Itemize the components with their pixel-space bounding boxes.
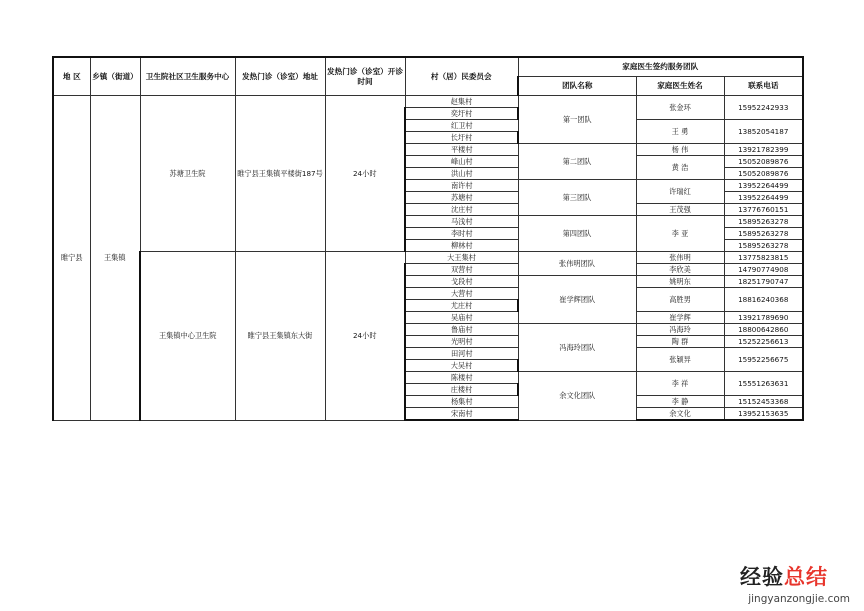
village-cell: 光明村: [405, 336, 518, 348]
header-health-center: 卫生院社区卫生服务中心: [140, 57, 235, 96]
village-cell: 杨集村: [405, 396, 518, 408]
phone-cell: 15252256613: [724, 336, 803, 348]
doctor-cell: 张伟明: [636, 252, 724, 264]
team-name-cell: 第三团队: [518, 180, 636, 216]
village-cell: 陈楼村: [405, 372, 518, 384]
center-hours: 24小时: [325, 252, 405, 421]
phone-cell: 15052089876: [724, 168, 803, 180]
village-cell: 大吴村: [405, 360, 518, 372]
phone-cell: 18251790747: [724, 276, 803, 288]
phone-cell: 13952264499: [724, 180, 803, 192]
header-town: 乡镇（街道）: [90, 57, 140, 96]
village-cell: 长圩村: [405, 132, 518, 144]
village-cell: 大王集村: [405, 252, 518, 264]
phone-cell: 15895263278: [724, 216, 803, 228]
doctor-cell: 高胜男: [636, 288, 724, 312]
phone-cell: 15551263631: [724, 372, 803, 396]
watermark-logo-text: 经验总结: [740, 565, 828, 589]
village-cell: 峰山村: [405, 156, 518, 168]
phone-cell: 15895263278: [724, 228, 803, 240]
doctor-cell: 许瑞红: [636, 180, 724, 204]
header-team-name: 团队名称: [518, 77, 636, 96]
header-fever-clinic-hours: 发热门诊（诊室）开诊时间: [325, 57, 405, 96]
phone-cell: 13921782399: [724, 144, 803, 156]
village-cell: 大营村: [405, 288, 518, 300]
center-hours: 24小时: [325, 96, 405, 252]
clinic-team-table: [52, 56, 804, 421]
village-cell: 宋南村: [405, 408, 518, 421]
center-name: 苏塘卫生院: [140, 96, 235, 252]
doctor-cell: 姚明东: [636, 276, 724, 288]
village-cell: 奕圩村: [405, 108, 518, 120]
phone-cell: 15952256675: [724, 348, 803, 372]
town-cell: 王集镇: [90, 96, 140, 421]
phone-cell: 14790774908: [724, 264, 803, 276]
phone-cell: 13952264499: [724, 192, 803, 204]
phone-cell: 13952153635: [724, 408, 803, 421]
village-cell: 吴庙村: [405, 312, 518, 324]
doctor-cell: 余文化: [636, 408, 724, 421]
village-cell: 庄楼村: [405, 384, 518, 396]
header-phone: 联系电话: [724, 77, 803, 96]
doctor-cell: 李欣美: [636, 264, 724, 276]
phone-cell: 18816240368: [724, 288, 803, 312]
doctor-cell: 张颖异: [636, 348, 724, 372]
phone-cell: 13776760151: [724, 204, 803, 216]
center-address: 睢宁县王集镇平楼街187号: [235, 96, 325, 252]
phone-cell: 13921789690: [724, 312, 803, 324]
watermark-url: jingyanzongjie.com: [748, 593, 850, 605]
site-watermark: [700, 561, 850, 605]
doctor-cell: 黄 浩: [636, 156, 724, 180]
team-name-cell: 余文化团队: [518, 372, 636, 421]
village-cell: 鲁庙村: [405, 324, 518, 336]
village-cell: 田河村: [405, 348, 518, 360]
village-cell: 尤庄村: [405, 300, 518, 312]
village-cell: 柳林村: [405, 240, 518, 252]
village-cell: 沈庄村: [405, 204, 518, 216]
center-address: 睢宁县王集镇东大街: [235, 252, 325, 421]
doctor-cell: 王 勇: [636, 120, 724, 144]
doctor-cell: 崔学辉: [636, 312, 724, 324]
village-cell: 红卫村: [405, 120, 518, 132]
doctor-cell: 冯海玲: [636, 324, 724, 336]
phone-cell: 15952242933: [724, 96, 803, 120]
village-cell: 平楼村: [405, 144, 518, 156]
doctor-cell: 李 祥: [636, 372, 724, 396]
village-cell: 李时村: [405, 228, 518, 240]
team-name-cell: 第二团队: [518, 144, 636, 180]
phone-cell: 13775823815: [724, 252, 803, 264]
phone-cell: 15152453368: [724, 396, 803, 408]
phone-cell: 18800642860: [724, 324, 803, 336]
village-cell: 双营村: [405, 264, 518, 276]
village-cell: 赵集村: [405, 96, 518, 108]
header-region: 地 区: [53, 57, 90, 96]
doctor-cell: 杨 伟: [636, 144, 724, 156]
phone-cell: 15052089876: [724, 156, 803, 168]
header-team-group: 家庭医生签约服务团队: [518, 57, 803, 77]
center-name: 王集镇中心卫生院: [140, 252, 235, 421]
phone-cell: 15895263278: [724, 240, 803, 252]
village-cell: 南许村: [405, 180, 518, 192]
team-name-cell: 第四团队: [518, 216, 636, 252]
village-cell: 戈段村: [405, 276, 518, 288]
header-doctor-name: 家庭医生姓名: [636, 77, 724, 96]
doctor-cell: 陶 群: [636, 336, 724, 348]
team-name-cell: 张伟明团队: [518, 252, 636, 276]
village-cell: 马浅村: [405, 216, 518, 228]
phone-cell: 13852054187: [724, 120, 803, 144]
team-name-cell: 崔学辉团队: [518, 276, 636, 324]
team-name-cell: 冯海玲团队: [518, 324, 636, 372]
region-cell: 睢宁县: [53, 96, 90, 421]
doctor-cell: 李 静: [636, 396, 724, 408]
doctor-cell: 王茂强: [636, 204, 724, 216]
doctor-cell: 李 亚: [636, 216, 724, 252]
header-village-committee: 村（居）民委员会: [405, 57, 518, 96]
village-cell: 洪山村: [405, 168, 518, 180]
village-cell: 苏塘村: [405, 192, 518, 204]
header-fever-clinic-address: 发热门诊（诊室）地址: [235, 57, 325, 96]
doctor-cell: 张金环: [636, 96, 724, 120]
team-name-cell: 第一团队: [518, 96, 636, 144]
